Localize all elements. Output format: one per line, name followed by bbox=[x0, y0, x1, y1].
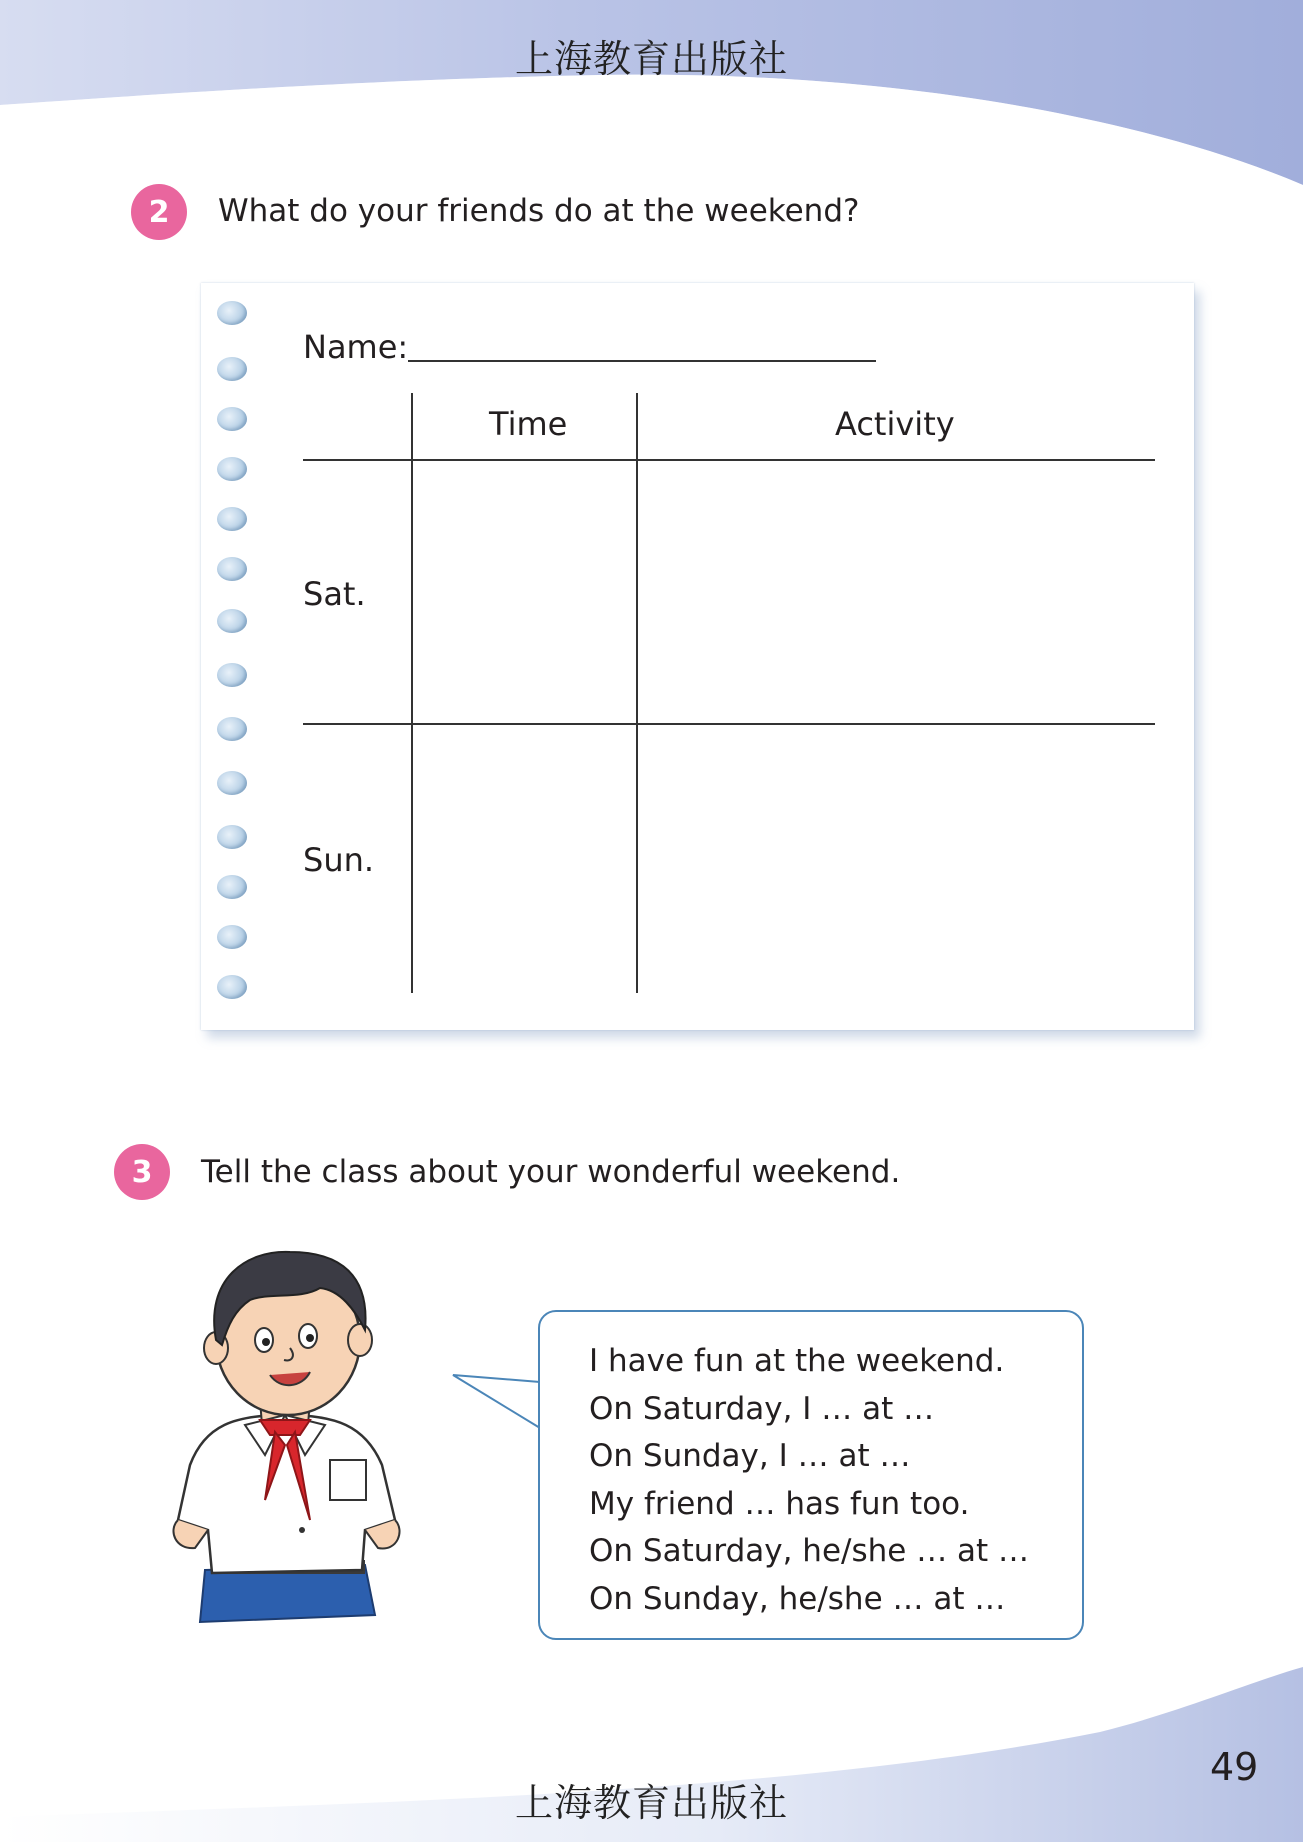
binder-ring bbox=[217, 301, 247, 325]
binder-ring bbox=[217, 457, 247, 481]
binder-ring bbox=[217, 357, 247, 381]
binder-ring bbox=[217, 557, 247, 581]
speech-line: On Sunday, I … at … bbox=[589, 1438, 911, 1474]
section-number-badge: 2 bbox=[131, 184, 187, 240]
binder-ring bbox=[217, 825, 247, 849]
speech-line: I have fun at the weekend. bbox=[589, 1343, 1005, 1379]
table-divider-horizontal bbox=[303, 723, 1155, 725]
speech-line: On Saturday, I … at … bbox=[589, 1390, 935, 1427]
row-label-saturday: Sat. bbox=[303, 575, 366, 613]
binder-ring bbox=[217, 407, 247, 431]
binder-ring bbox=[217, 975, 247, 999]
binder-ring bbox=[217, 771, 247, 795]
table-divider-vertical bbox=[636, 393, 638, 993]
page-number: 49 bbox=[1210, 1745, 1259, 1789]
speech-bubble-text bbox=[589, 1338, 1029, 1623]
speech-line: On Sunday, he/she … at … bbox=[589, 1580, 1006, 1617]
section-2-question: What do your friends do at the weekend? bbox=[218, 193, 860, 229]
schoolboy-illustration bbox=[150, 1230, 420, 1630]
speech-bubble-tail bbox=[448, 1370, 548, 1440]
binder-ring bbox=[217, 925, 247, 949]
publisher-footer: 上海教育出版社 bbox=[514, 1781, 788, 1825]
notepad-table bbox=[201, 283, 1194, 1030]
speech-line: My friend … has fun too. bbox=[589, 1485, 970, 1522]
section-number-badge: 3 bbox=[114, 1144, 170, 1200]
binder-ring bbox=[217, 507, 247, 531]
name-blank-line bbox=[408, 360, 876, 362]
publisher-header: 上海教育出版社 bbox=[514, 37, 788, 81]
row-label-sunday: Sun. bbox=[303, 841, 375, 879]
speech-line: On Saturday, he/she … at … bbox=[589, 1533, 1030, 1569]
table-divider-horizontal bbox=[303, 459, 1155, 461]
binder-ring bbox=[217, 875, 247, 899]
column-header-time: Time bbox=[489, 405, 568, 443]
binder-ring bbox=[217, 609, 247, 633]
table-divider-vertical bbox=[411, 393, 413, 993]
section-3-question: Tell the class about your wonderful weekend. bbox=[201, 1154, 901, 1190]
column-header-activity: Activity bbox=[835, 405, 955, 443]
binder-ring bbox=[217, 717, 247, 741]
binder-ring bbox=[217, 663, 247, 687]
name-label: Name: bbox=[303, 328, 409, 366]
